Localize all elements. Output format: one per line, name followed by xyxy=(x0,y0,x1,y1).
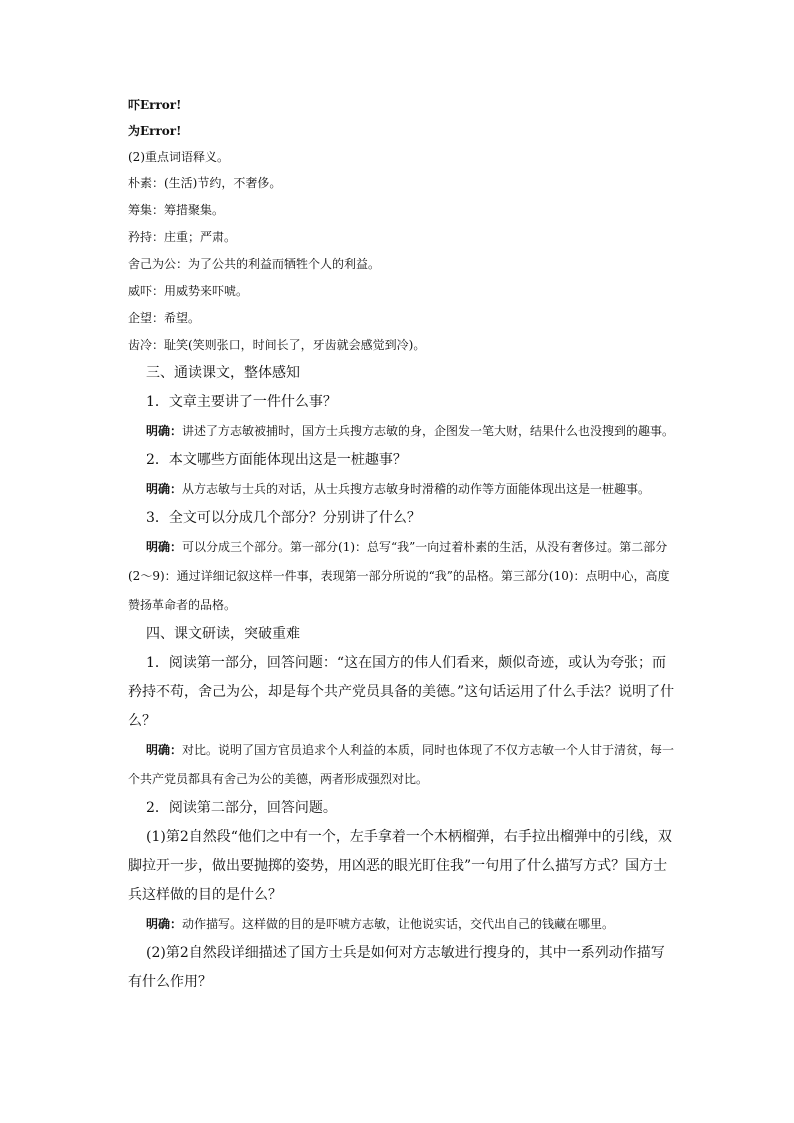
answer-label: 明确： xyxy=(146,917,183,931)
vocab-item: 朴素：(生活)节约，不奢侈。 xyxy=(128,176,282,190)
question-4: 1．阅读第一部分，回答问题：“这在国方的伟人们看来，颇似奇迹，或认为夸张；而矜持不苟，舍己为公，却是每个共产党员具备的美德。”这句话运用了什么手法？说明了什么？ xyxy=(128,655,675,729)
answer-6 xyxy=(128,910,678,939)
answer-text: 讲述了方志敏被捕时，国方士兵搜方志敏的身，企图发一笔大财，结果什么也没搜到的趣事。 xyxy=(182,424,675,438)
page-content xyxy=(128,92,678,997)
section-heading-four: 四、课文研读，突破重难 xyxy=(146,626,300,642)
answer-label: 明确： xyxy=(146,743,183,757)
question-1: 1．文章主要讲了一件什么事？ xyxy=(146,394,337,410)
answer-text: 从方志敏与士兵的对话，从士兵搜方志敏身时滑稽的动作等方面能体现出这是一桩趣事。 xyxy=(182,482,651,496)
error-line-2: 为Error! xyxy=(128,124,182,138)
answer-label: 明确： xyxy=(146,424,183,438)
answer-2 xyxy=(128,475,678,504)
vocab-item: 企望：希望。 xyxy=(128,311,201,325)
section-heading-three: 三、通读课文，整体感知 xyxy=(146,365,300,381)
vocab-item: 威吓：用威势来吓唬。 xyxy=(128,284,249,298)
error-line-1: 吓Error! xyxy=(128,98,182,112)
question-7: (2)第2自然段详细描述了国方士兵是如何对方志敏进行搜身的，其中一系列动作描写有什么作用？ xyxy=(128,945,665,990)
question-3: 3．全文可以分成几个部分？分别讲了什么？ xyxy=(146,510,421,526)
question-6: (1)第2自然段“他们之中有一个，左手拿着一个木柄榴弹，右手拉出榴弹中的引线，双脚拉开一步，做出要抛掷的姿势，用凶恶的眼光盯住我”一句用了什么描写方式？国方士兵这样做的目的是什么？ xyxy=(128,829,672,903)
answer-3 xyxy=(128,533,678,620)
question-5: 2．阅读第二部分，回答问题。 xyxy=(146,800,337,816)
answer-text: 动作描写。这样做的目的是吓唬方志敏，让他说实话，交代出自己的钱藏在哪里。 xyxy=(182,917,615,931)
answer-label: 明确： xyxy=(146,482,183,496)
answer-text: 可以分成三个部分。第一部分(1)：总写“我”一向过着朴素的生活，从没有奢侈过。第二部分(2～9)：通过详细记叙这样一件事，表现第一部分所说的“我”的品格。第三部分(10)：点明中心，高度赞扬革命者的品格。 xyxy=(128,540,670,612)
answer-4 xyxy=(128,736,678,794)
answer-text: 对比。说明了国方官员追求个人利益的本质，同时也体现了不仅方志敏一个人甘于清贫，每一个共产党员都具有舍己为公的美德，两者形成强烈对比。 xyxy=(128,743,675,786)
vocab-item: 矜持：庄重；严肃。 xyxy=(128,230,237,244)
vocab-item: 筹集：筹措聚集。 xyxy=(128,203,225,217)
vocab-title: (2)重点词语释义。 xyxy=(128,150,229,164)
vocab-item: 舍己为公：为了公共的利益而牺牲个人的利益。 xyxy=(128,257,381,271)
vocab-item: 齿冷：耻笑(笑则张口，时间长了，牙齿就会感觉到冷)。 xyxy=(128,338,426,352)
answer-label: 明确： xyxy=(146,540,183,554)
question-2: 2．本文哪些方面能体现出这是一桩趣事？ xyxy=(146,452,407,468)
answer-1 xyxy=(128,417,678,446)
